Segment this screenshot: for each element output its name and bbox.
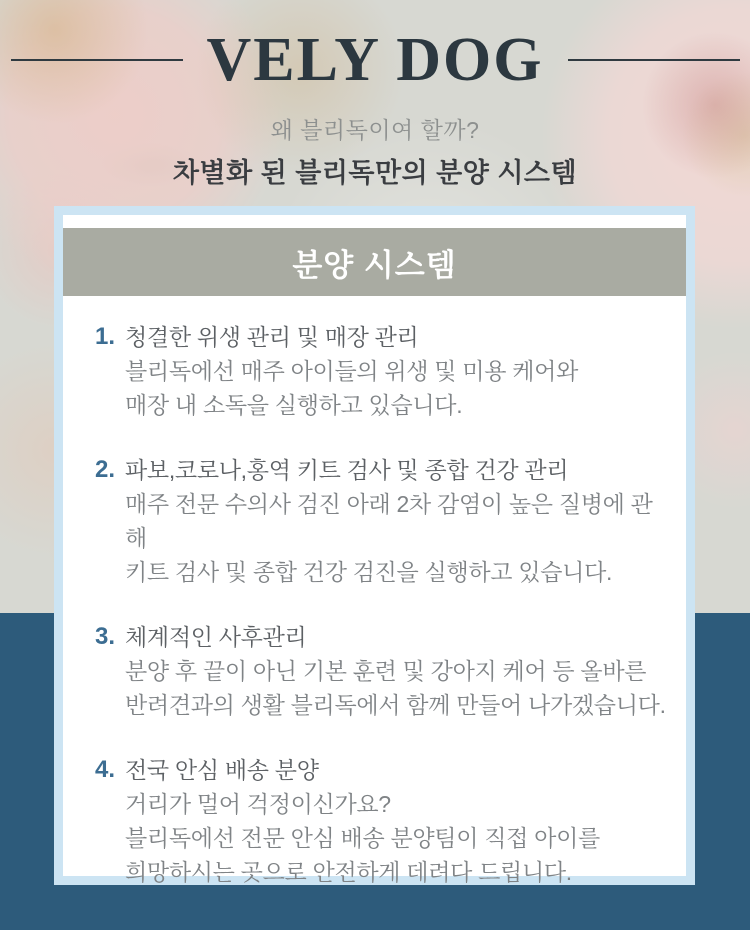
card-title-bar: [63, 228, 686, 296]
item-line: 키트 검사 및 종합 건강 검진을 실행하고 있습니다.: [125, 559, 613, 585]
list-item-1: [95, 320, 666, 422]
item-number: 2.: [95, 456, 116, 483]
item-line: 분양 후 끝이 아닌 기본 훈련 및 강아지 케어 등 올바른: [125, 658, 647, 684]
item-line: 희망하시는 곳으로 안전하게 데려다 드립니다.: [125, 859, 572, 885]
item-text: [125, 753, 600, 889]
adoption-card-inner: [63, 215, 686, 885]
card-title: 분양 시스템: [292, 247, 457, 283]
adoption-list: [63, 296, 686, 889]
list-item-2: [95, 453, 666, 589]
item-text: [125, 453, 666, 589]
item-title: 체계적인 사후관리: [125, 624, 307, 650]
item-number: 3.: [95, 623, 116, 650]
item-line: 거리가 멀어 걱정이신가요?: [125, 791, 391, 817]
item-line: 매장 내 소독을 실행하고 있습니다.: [125, 392, 463, 418]
title-divider-right: [568, 59, 740, 61]
title-divider-left: [11, 59, 183, 61]
brand-title: VELY DOG: [206, 26, 544, 94]
tagline: 왜 블리독이여 할까?: [270, 117, 480, 143]
adoption-card: [54, 206, 695, 885]
item-line: 블리독에선 전문 안심 배송 분양팀이 직접 아이를: [125, 825, 600, 851]
item-text: [125, 620, 666, 722]
item-line: 블리독에선 매주 아이들의 위생 및 미용 케어와: [125, 358, 578, 384]
section-heading: 차별화 된 블리독만의 분양 시스템: [172, 158, 578, 188]
item-line: 매주 전문 수의사 검진 아래 2차 감염이 높은 질병에 관해: [125, 491, 653, 551]
brand-header: [0, 22, 750, 98]
item-title: 전국 안심 배송 분양: [125, 757, 319, 783]
item-number: 1.: [95, 323, 116, 350]
item-text: [125, 320, 578, 422]
item-line: 반려견과의 생활 블리독에서 함께 만들어 나가겠습니다.: [125, 692, 666, 718]
item-title: 파보,코로나,홍역 키트 검사 및 종합 건강 관리: [125, 457, 569, 483]
item-number: 4.: [95, 756, 116, 783]
list-item-3: [95, 620, 666, 722]
item-title: 청결한 위생 관리 및 매장 관리: [125, 324, 419, 350]
list-item-4: [95, 753, 666, 889]
